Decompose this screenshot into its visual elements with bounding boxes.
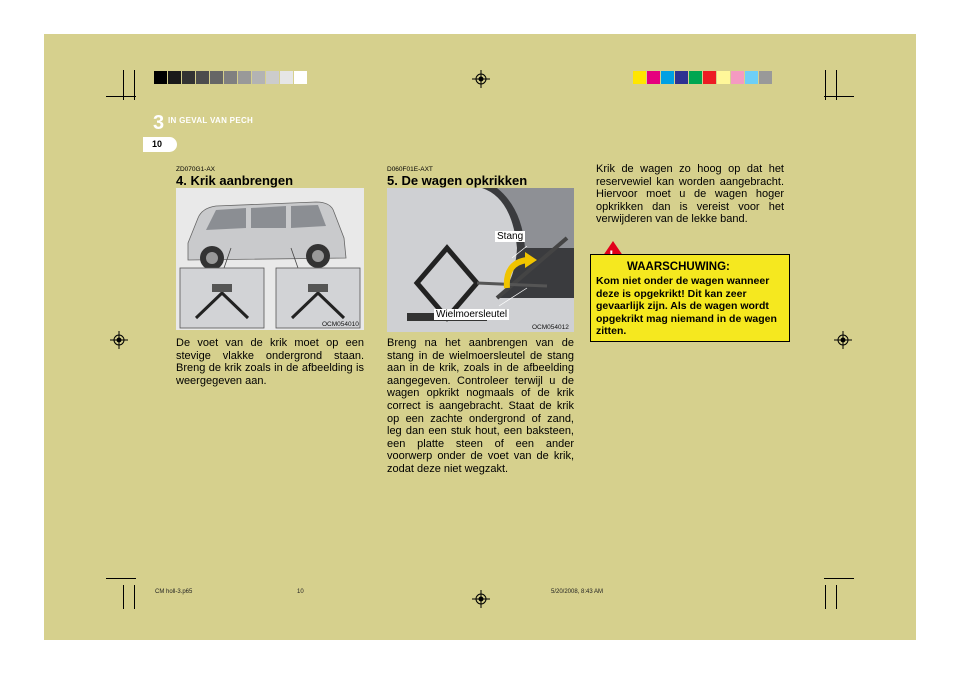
column-body: Krik de wagen zo hoog op dat het reservewiel kan worden aangebracht. Hiervoor moet u de wagen hoger opkrikken dan is vereist voor het verwijderen van de lekke band.: [596, 163, 784, 226]
section-code: D060F01E-AXT: [387, 166, 433, 173]
crop-mark: [134, 585, 135, 609]
image-code: OCM054012: [532, 324, 569, 331]
color-swatch: [647, 71, 660, 84]
crop-mark: [106, 96, 136, 97]
chapter-number: 3: [153, 112, 165, 134]
color-swatch: [731, 71, 744, 84]
color-swatch: [633, 71, 646, 84]
callout-stang: Stang: [497, 231, 524, 242]
color-swatch: [661, 71, 674, 84]
color-swatch: [703, 71, 716, 84]
warning-title: WAARSCHUWING:: [627, 261, 730, 273]
color-swatch: [745, 71, 758, 84]
jack-placement-illustration: [176, 188, 364, 330]
color-swatch: [238, 71, 251, 84]
color-swatch: [182, 71, 195, 84]
color-swatch: [210, 71, 223, 84]
footer-page: 10: [297, 589, 304, 595]
section-heading: 4. Krik aanbrengen: [176, 173, 294, 188]
crop-mark: [123, 70, 124, 100]
section-code: ZD070G1-AX: [176, 166, 216, 173]
warning-box: [590, 254, 790, 342]
color-swatch: [759, 71, 772, 84]
callout-wielmoersleutel: Wielmoersleutel: [436, 309, 508, 320]
crop-mark: [134, 70, 135, 100]
section-body: Breng na het aanbrengen van de stang in de wielmoersleutel de stang aan in de krik, zoals in de afbeelding aangegeven. Controleer terwijl u de wagen opkrikt nogmaals of de krik correct is aangebracht. Staat de krik op een zachte ondergrond of zand, leg dan een stuk hout, een baksteen, een platte steen of een ander voorwerp onder de voet van de krik, zodat deze niet wegzakt.: [387, 337, 574, 475]
color-swatch: [280, 71, 293, 84]
color-swatch: [717, 71, 730, 84]
crop-mark: [824, 96, 854, 97]
color-swatch: [154, 71, 167, 84]
color-swatch: [252, 71, 265, 84]
chapter-title: IN GEVAL VAN PECH: [168, 116, 254, 125]
registration-mark-icon: [110, 331, 128, 349]
registration-mark-icon: [472, 590, 490, 608]
color-swatch: [168, 71, 181, 84]
registration-mark-icon: [834, 331, 852, 349]
page-number: 10: [152, 139, 163, 149]
crop-mark: [106, 578, 136, 579]
color-swatch: [675, 71, 688, 84]
color-swatch: [294, 71, 307, 84]
footer-timestamp: 5/20/2008, 8:43 AM: [551, 589, 604, 595]
image-code: OCM054010: [322, 321, 359, 328]
registration-mark-icon: [472, 70, 490, 88]
color-swatch: [689, 71, 702, 84]
crop-mark: [825, 70, 826, 100]
crop-mark: [825, 585, 826, 609]
color-swatch: [224, 71, 237, 84]
crop-mark: [123, 585, 124, 609]
section-heading: 5. De wagen opkrikken: [387, 173, 528, 188]
crop-mark: [824, 578, 854, 579]
warning-text: Kom niet onder de wagen wanneer deze is opgekrikt! Dit kan zeer gevaarlijk zijn. Als de wagen wordt opgekrikt mag niemand in de wagen zitten.: [596, 275, 777, 337]
color-swatch: [196, 71, 209, 84]
crop-mark: [836, 585, 837, 609]
crop-mark: [836, 70, 837, 100]
section-body: De voet van de krik moet op een stevige vlakke ondergrond staan. Breng de krik zoals in de afbeelding is weergegeven aan.: [176, 337, 364, 387]
color-swatch: [266, 71, 279, 84]
footer-file: CM holl-3.p65: [155, 589, 193, 595]
